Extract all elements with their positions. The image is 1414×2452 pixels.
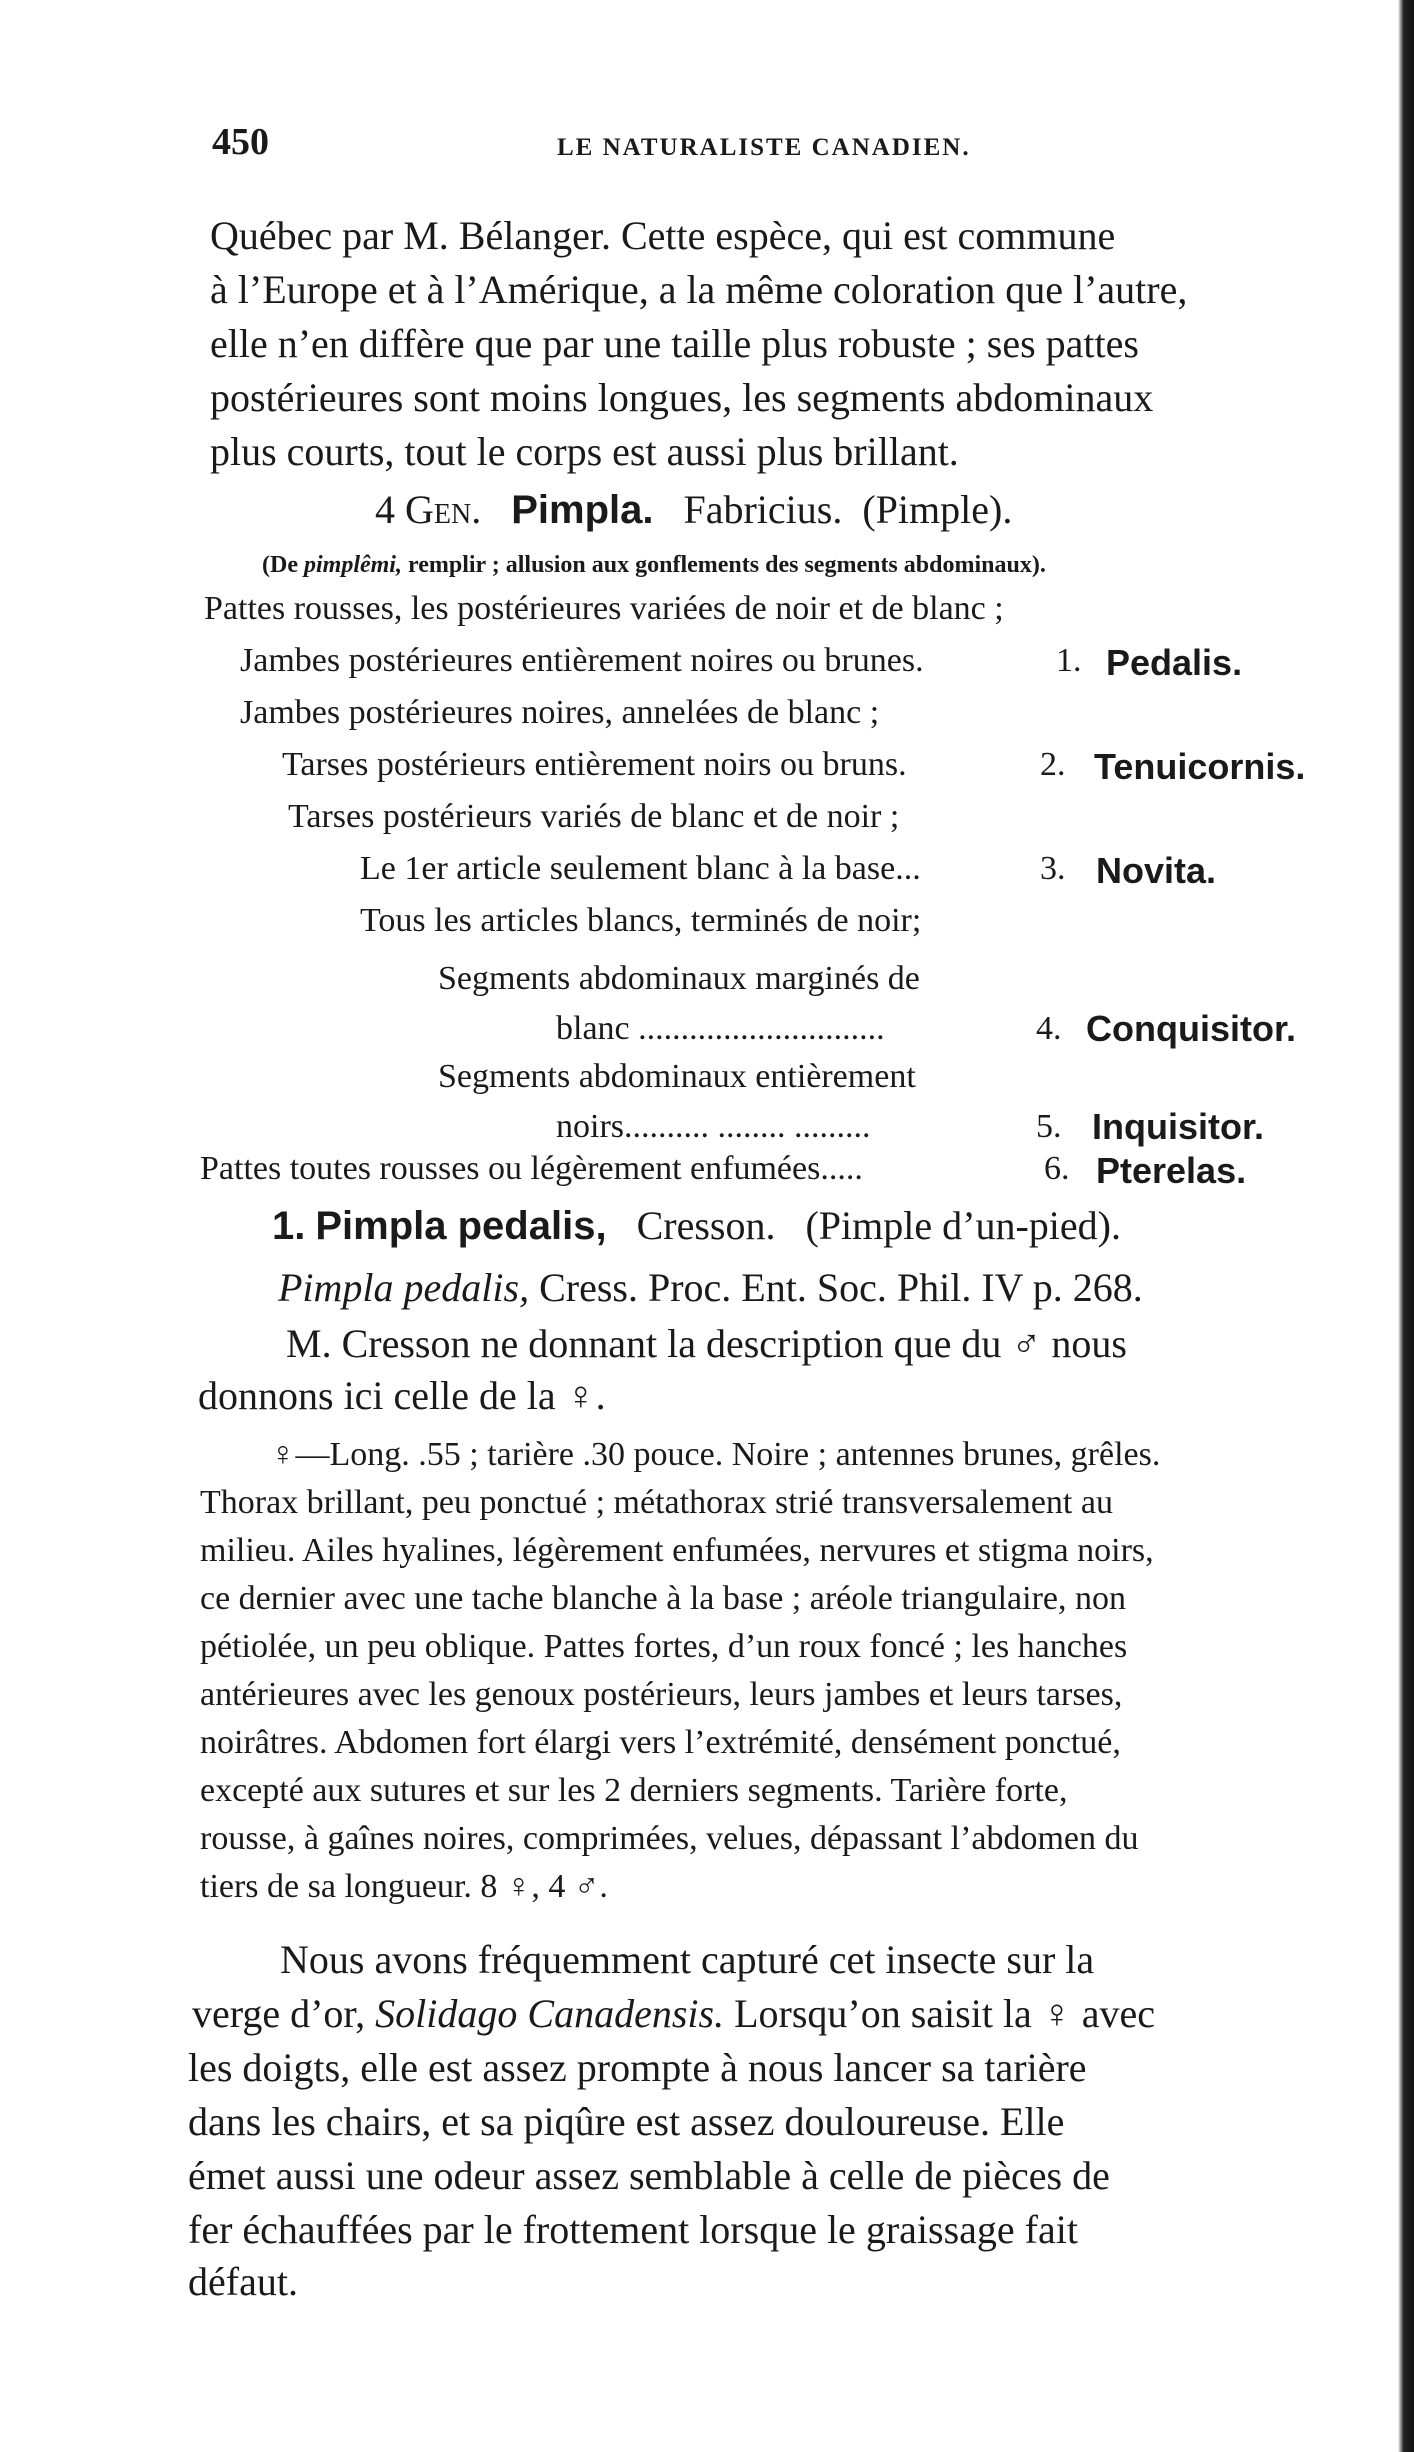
- species-inquisitor: Inquisitor.: [1092, 1106, 1265, 1147]
- key-number-2: 2.: [1040, 746, 1066, 783]
- species-pterelas: Pterelas.: [1096, 1150, 1247, 1191]
- key-line-9: blanc .............................: [556, 1010, 885, 1047]
- running-title: LE NATURALISTE CANADIEN.: [557, 134, 971, 161]
- genus-number: 4: [375, 487, 395, 532]
- key-number-4: 4.: [1036, 1010, 1062, 1047]
- intro-line-5: plus courts, tout le corps est aussi plus brillant.: [210, 429, 959, 474]
- para1-line-1: M. Cresson ne donnant la description que du ♂ nous: [286, 1321, 1127, 1366]
- species-heading-author: Cresson.: [636, 1203, 776, 1248]
- para2-line-3: les doigts, elle est assez prompte à nous lancer sa tarière: [188, 2045, 1087, 2090]
- para2-line-6: fer échauffées par le frottement lorsque le graissage fait: [188, 2207, 1078, 2252]
- etymology-word: pimplêmi,: [303, 552, 402, 578]
- genus-name: Pimpla.: [511, 488, 654, 532]
- solidago-name: Solidago Canadensis.: [375, 1991, 725, 2036]
- intro-line-2: à l’Europe et à l’Amérique, a la même coloration que l’autre,: [210, 267, 1188, 312]
- genus-heading: [375, 486, 1012, 533]
- species-heading-common: (Pimple d’un-pied).: [805, 1203, 1121, 1248]
- para2-line-7: défaut.: [188, 2259, 298, 2304]
- key-number-1: 1.: [1056, 642, 1082, 679]
- key-line-4: Tarses postérieurs entièrement noirs ou bruns.: [282, 746, 907, 783]
- key-number-6: 6.: [1044, 1150, 1070, 1187]
- genus-label: Gen.: [405, 487, 482, 532]
- key-line-3: Jambes postérieures noires, annelées de blanc ;: [240, 694, 880, 731]
- key-line-1: Pattes rousses, les postérieures variées de noir et de blanc ;: [204, 590, 1004, 627]
- key-line-5: Tarses postérieurs variés de blanc et de noir ;: [288, 798, 900, 835]
- key-line-2: Jambes postérieures entièrement noires ou brunes.: [240, 642, 924, 679]
- page-header: [212, 120, 1302, 180]
- species-heading-number: 1.: [272, 1204, 306, 1248]
- page-edge-shadow: [1398, 0, 1414, 2452]
- intro-line-1: Québec par M. Bélanger. Cette espèce, qui est commune: [210, 213, 1116, 258]
- description-line-2: Thorax brillant, peu ponctué ; métathorax strié transversalement au: [200, 1484, 1113, 1521]
- key-number-5: 5.: [1036, 1108, 1062, 1145]
- description-line-1: ♀—Long. .55 ; tarière .30 pouce. Noire ; antennes brunes, grêles.: [270, 1436, 1161, 1473]
- key-line-10: Segments abdominaux entièrement: [438, 1058, 916, 1095]
- key-line-12: Pattes toutes rousses ou légèrement enfumées.....: [200, 1150, 863, 1187]
- reference-citation: Cress. Proc. Ent. Soc. Phil. IV p. 268.: [529, 1265, 1143, 1310]
- description-line-3: milieu. Ailes hyalines, légèrement enfumées, nervures et stigma noirs,: [200, 1532, 1154, 1569]
- species-conquisitor: Conquisitor.: [1086, 1008, 1296, 1049]
- key-line-11: noirs.......... ........ .........: [556, 1108, 871, 1145]
- para2-line-4: dans les chairs, et sa piqûre est assez douloureuse. Elle: [188, 2099, 1065, 2144]
- species-heading: [272, 1202, 1121, 1249]
- description-line-9: rousse, à gaînes noires, comprimées, velues, dépassant l’abdomen du: [200, 1820, 1139, 1857]
- reference-species: Pimpla pedalis,: [278, 1265, 530, 1310]
- key-line-6: Le 1er article seulement blanc à la base...: [360, 850, 921, 887]
- para2-line-2: verge d’or, Solidago Canadensis. Lorsqu’on saisit la ♀ avec: [192, 1991, 1156, 2036]
- description-line-4: ce dernier avec une tache blanche à la base ; aréole triangulaire, non: [200, 1580, 1126, 1617]
- para1-line-2: donnons ici celle de la ♀.: [198, 1373, 606, 1418]
- key-number-3: 3.: [1040, 850, 1066, 887]
- key-line-8: Segments abdominaux marginés de: [438, 960, 920, 997]
- page-number: 450: [212, 121, 269, 163]
- genus-etymology: (De pimplêmi, remplir ; allusion aux gonflements des segments abdominaux).: [262, 552, 1046, 578]
- species-novita: Novita.: [1096, 850, 1217, 891]
- intro-line-4: postérieures sont moins longues, les segments abdominaux: [210, 375, 1154, 420]
- description-line-10: tiers de sa longueur. 8 ♀, 4 ♂.: [200, 1868, 608, 1905]
- species-heading-name: Pimpla pedalis,: [315, 1204, 607, 1248]
- genus-author: Fabricius.: [683, 487, 843, 532]
- description-line-6: antérieures avec les genoux postérieurs, leurs jambes et leurs tarses,: [200, 1676, 1123, 1713]
- key-line-7: Tous les articles blancs, terminés de noir;: [360, 902, 922, 939]
- para2-line-5: émet aussi une odeur assez semblable à celle de pièces de: [188, 2153, 1110, 2198]
- para2-line-1: Nous avons fréquemment capturé cet insecte sur la: [280, 1937, 1095, 1982]
- description-line-8: excepté aux sutures et sur les 2 derniers segments. Tarière forte,: [200, 1772, 1068, 1809]
- description-line-7: noirâtres. Abdomen fort élargi vers l’extrémité, densément ponctué,: [200, 1724, 1121, 1761]
- genus-common-name: (Pimple).: [862, 487, 1013, 532]
- intro-line-3: elle n’en diffère que par une taille plus robuste ; ses pattes: [210, 321, 1139, 366]
- species-pedalis: Pedalis.: [1106, 642, 1243, 683]
- reference-line: [278, 1264, 1143, 1311]
- description-line-5: pétiolée, un peu oblique. Pattes fortes, d’un roux foncé ; les hanches: [200, 1628, 1128, 1665]
- species-tenuicornis: Tenuicornis.: [1094, 746, 1306, 787]
